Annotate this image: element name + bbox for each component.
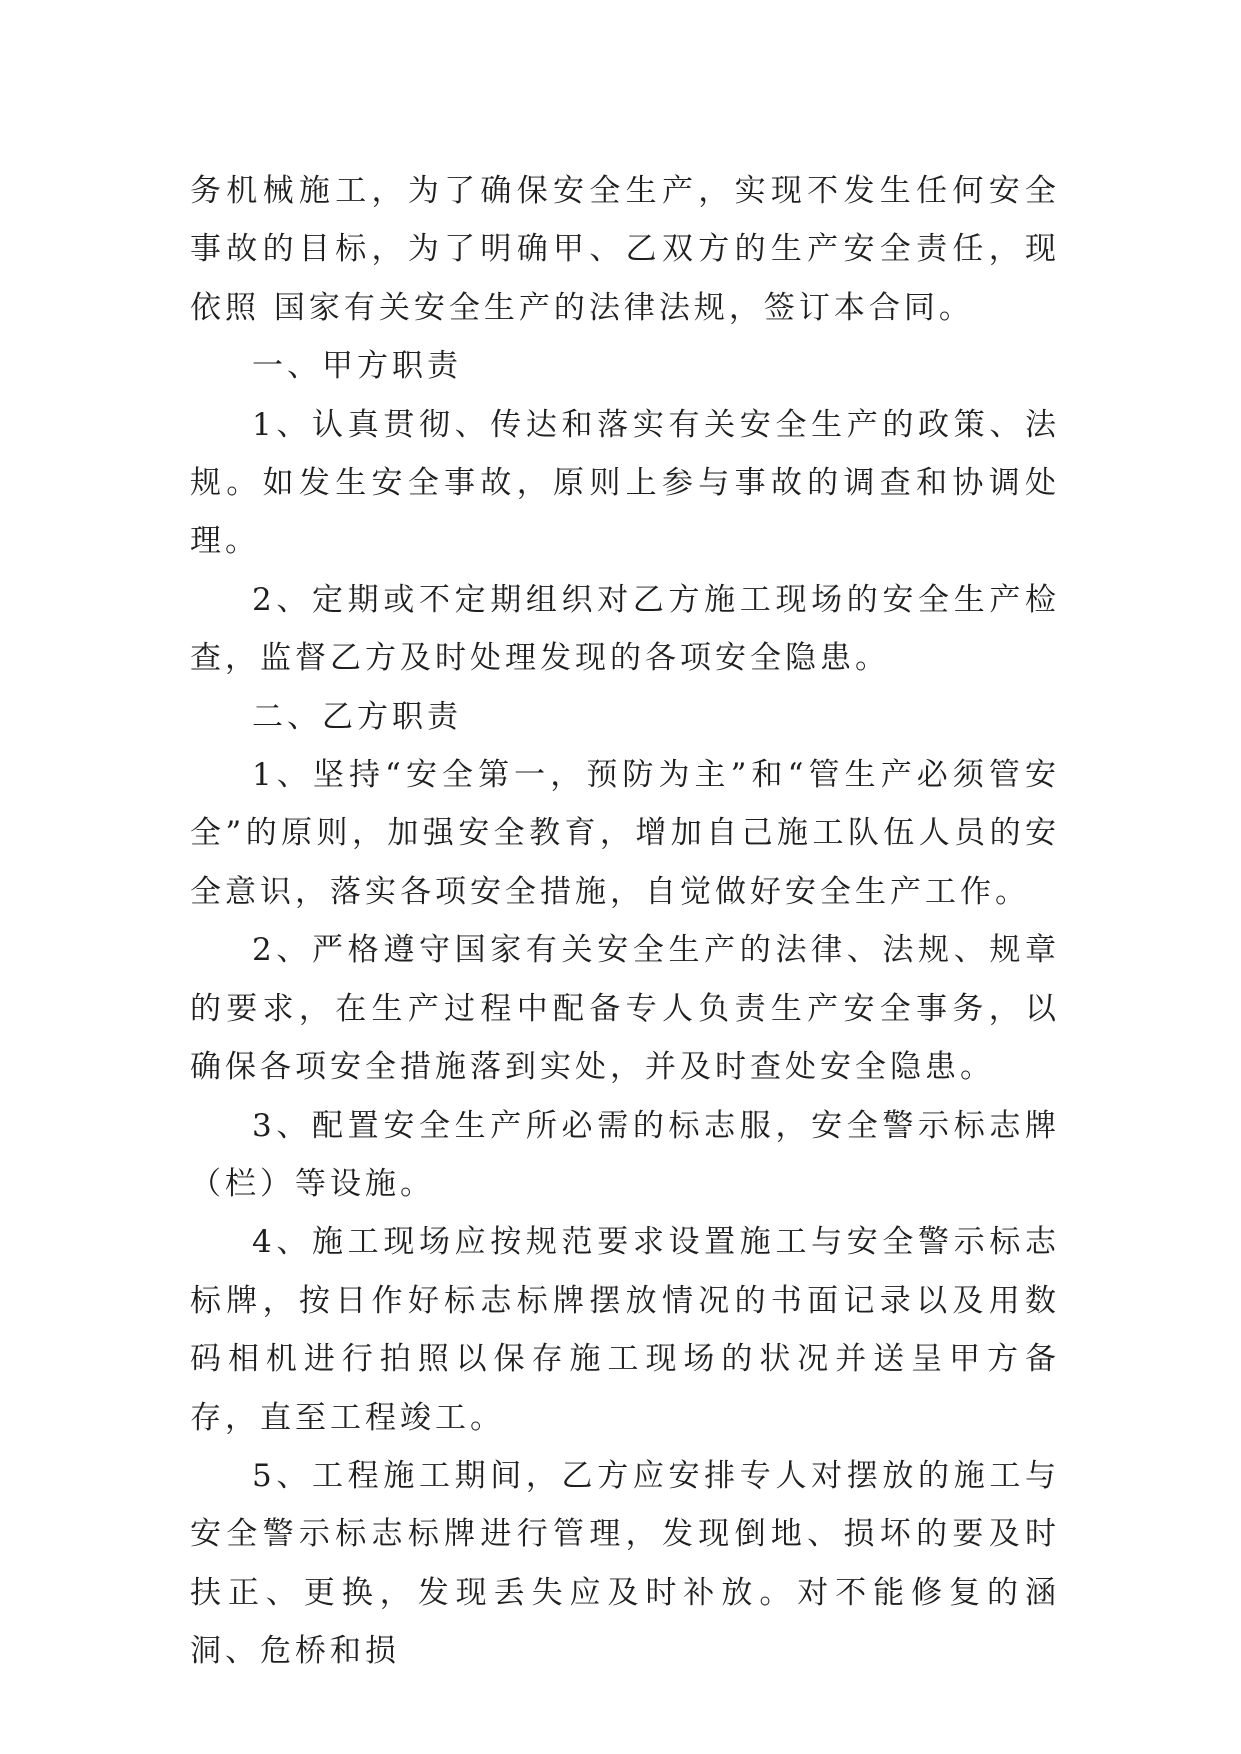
paragraph-intro: 务机械施工，为了确保安全生产，实现不发生任何安全事故的目标，为了明确甲、乙双方的生产安全责任，现依照 国家有关安全生产的法律法规，签订本合同。 <box>190 173 1060 326</box>
paragraph-party-a-2: 2、定期或不定期组织对乙方施工现场的安全生产检查，监督乙方及时处理发现的各项安全隐患。 <box>190 581 1060 677</box>
document-body <box>190 162 1060 1681</box>
paragraph-party-b-5: 5、工程施工期间，乙方应安排专人对摆放的施工与安全警示标志标牌进行管理，发现倒地、损坏的要及时扶正、更换，发现丢失应及时补放。对不能修复的涵洞、危桥和损 <box>190 1457 1060 1670</box>
paragraph-party-b-4: 4、施工现场应按规范要求设置施工与安全警示标志标牌，按日作好标志标牌摆放情况的书面记录以及用数码相机进行拍照以保存施工现场的状况并送呈甲方备存，直至工程竣工。 <box>190 1224 1060 1436</box>
section-heading-party-a: 一、甲方职责 <box>252 348 462 385</box>
paragraph-party-b-3: 3、配置安全生产所必需的标志服，安全警示标志牌（栏）等设施。 <box>190 1107 1060 1202</box>
section-heading-party-b: 二、乙方职责 <box>252 698 462 735</box>
paragraph-party-b-2: 2、严格遵守国家有关安全生产的法律、法规、规章的要求，在生产过程中配备专人负责生产安全事务，以确保各项安全措施落到实处，并及时查处安全隐患。 <box>190 932 1060 1086</box>
paragraph-party-a-1: 1、认真贯彻、传达和落实有关安全生产的政策、法规。如发生安全事故，原则上参与事故的调查和协调处理。 <box>190 406 1060 560</box>
paragraph-party-b-1: 1、坚持“安全第一，预防为主”和“管生产必须管安全”的原则，加强安全教育，增加自己施工队伍人员的安全意识，落实各项安全措施，自觉做好安全生产工作。 <box>190 757 1060 910</box>
